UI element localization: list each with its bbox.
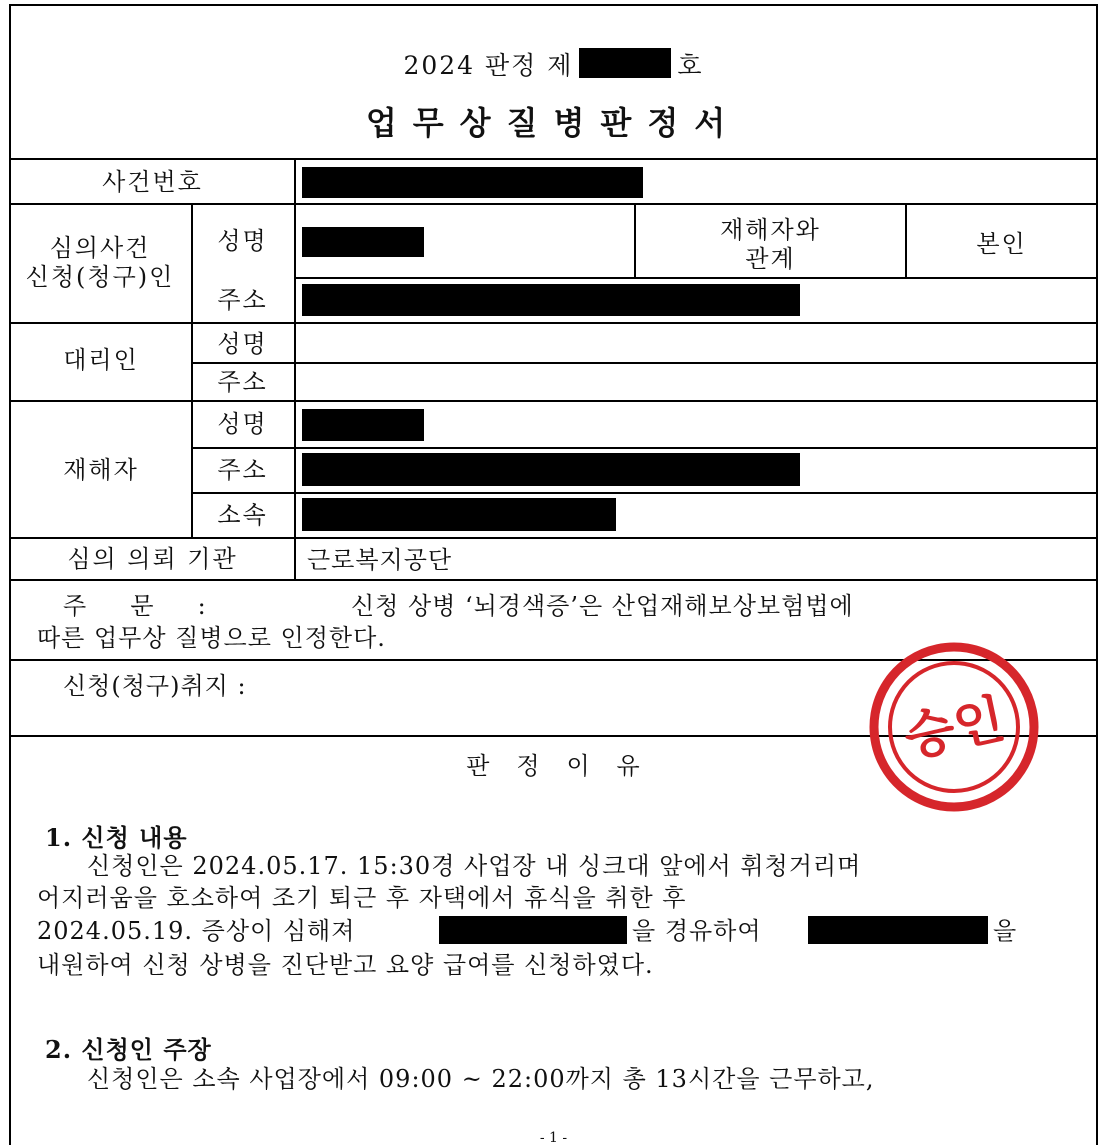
redacted-hospital-1: [439, 916, 627, 944]
relation-label: 재해자와 관계: [720, 216, 821, 273]
decision-label: 주 문 :: [63, 592, 207, 620]
section1-line3a: 2024.05.19. 증상이 심해져: [37, 917, 356, 945]
divider: [11, 322, 1096, 324]
page-number: - 1 -: [539, 1130, 568, 1146]
relation-value: 본인: [976, 230, 1027, 258]
divider: [11, 203, 1096, 205]
divider: [294, 277, 1096, 279]
divider: [191, 447, 1096, 449]
redacted-applicant-name: [302, 227, 424, 257]
victim-affiliation-label: 소속: [217, 501, 268, 529]
divider: [191, 492, 1096, 494]
redacted-victim-affiliation: [302, 498, 616, 531]
applicant-label: 심의사건 신청(청구)인: [25, 234, 175, 291]
agent-address-label: 주소: [217, 368, 268, 396]
divider: [294, 158, 296, 579]
section1-line1: 신청인은 2024.05.17. 15:30경 사업장 내 싱크대 앞에서 휘청거리며: [87, 852, 862, 880]
section1-line3b: 을 경유하여: [632, 917, 762, 945]
decision-number: [11, 46, 1096, 82]
redacted-hospital-2: [808, 916, 988, 944]
approval-stamp: [869, 642, 1039, 812]
reasons-title: 판 정 이 유: [466, 752, 641, 780]
section1-heading: 1. 신청 내용: [45, 823, 188, 852]
section1-line2: 어지러움을 호소하여 조기 퇴근 후 자택에서 휴식을 취한 후: [37, 884, 687, 912]
agent-name-label: 성명: [217, 330, 268, 358]
agency-label: 심의 의뢰 기관: [67, 545, 238, 573]
decision-text-line1: 신청 상병 ‘뇌경색증’은 산업재해보상보험법에: [351, 592, 854, 620]
redacted-case-number: [302, 167, 643, 198]
decision-text-line2: 따른 업무상 질병으로 인정한다.: [37, 624, 386, 652]
divider: [11, 158, 1096, 160]
redacted-victim-address: [302, 453, 800, 486]
agency-value: 근로복지공단: [307, 546, 453, 574]
victim-address-label: 주소: [217, 456, 268, 484]
redacted-applicant-address: [302, 284, 800, 316]
victim-label: 재해자: [63, 456, 139, 484]
decision-number-prefix: 2024 판정 제: [403, 51, 574, 80]
agent-label: 대리인: [63, 346, 139, 374]
section1-line3c: 을: [993, 917, 1018, 945]
redacted-number: [579, 48, 671, 78]
applicant-address-label: 주소: [217, 286, 268, 314]
divider: [11, 537, 1096, 539]
section1-line4: 내원하여 신청 상병을 진단받고 요양 급여를 신청하였다.: [37, 951, 654, 979]
document-title: 업무상질병판정서: [365, 104, 742, 142]
decision-number-suffix: 호: [677, 51, 704, 80]
divider: [191, 362, 1096, 364]
redacted-victim-name: [302, 409, 424, 441]
victim-name-label: 성명: [217, 410, 268, 438]
applicant-name-label: 성명: [217, 227, 268, 255]
divider: [11, 579, 1096, 581]
divider: [11, 400, 1096, 402]
stamp-text: 승인: [899, 689, 1010, 769]
case-number-label: 사건번호: [102, 168, 203, 196]
section2-line1: 신청인은 소속 사업장에서 09:00 ~ 22:00까지 총 13시간을 근무하고,: [87, 1065, 875, 1093]
section2-heading: 2. 신청인 주장: [45, 1035, 212, 1064]
purpose-label: 신청(청구)취지 :: [63, 672, 247, 700]
decision-document: [9, 4, 1098, 1145]
